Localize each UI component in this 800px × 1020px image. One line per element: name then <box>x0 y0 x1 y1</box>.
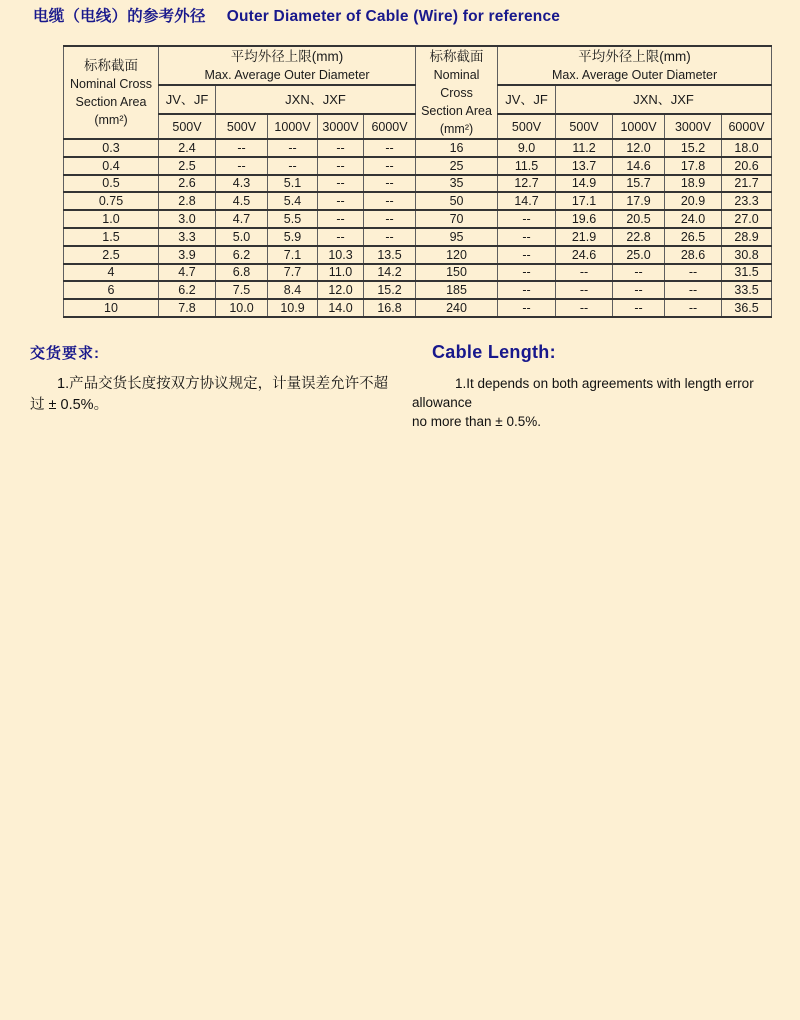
nominal-zh: 标称截面 <box>429 48 484 64</box>
diameter-cell: 7.7 <box>268 264 318 282</box>
voltage-header: 3000V <box>318 114 364 139</box>
diameter-cell: -- <box>498 264 556 282</box>
voltage-header: 1000V <box>268 114 318 139</box>
table-body <box>64 139 772 317</box>
diameter-cell: 14.2 <box>364 264 416 282</box>
size-cell: 0.75 <box>64 192 159 210</box>
diameter-cell: 2.6 <box>159 175 216 193</box>
size-cell: 6 <box>64 281 159 299</box>
diameter-cell: -- <box>556 264 613 282</box>
diameter-cell: 2.4 <box>159 139 216 157</box>
diameter-cell: 18.9 <box>665 175 722 193</box>
size-cell: 16 <box>416 139 498 157</box>
diameter-cell: 3.3 <box>159 228 216 246</box>
size-cell: 50 <box>416 192 498 210</box>
diameter-cell: -- <box>364 157 416 175</box>
diameter-cell: 36.5 <box>722 299 772 317</box>
voltage-header: 3000V <box>665 114 722 139</box>
diameter-cell: 26.5 <box>665 228 722 246</box>
voltage-header: 6000V <box>722 114 772 139</box>
nominal-en1: Nominal Cross <box>433 67 480 100</box>
diameter-cell: 9.0 <box>498 139 556 157</box>
diameter-cell: 15.2 <box>364 281 416 299</box>
diameter-cell: 21.7 <box>722 175 772 193</box>
voltage-header: 500V <box>159 114 216 139</box>
table-row <box>64 210 772 228</box>
cable-length-line1: 1.It depends on both agreements with length error allowance <box>412 376 754 410</box>
nominal-section-header-left <box>64 46 159 139</box>
size-cell: 0.3 <box>64 139 159 157</box>
diameter-cell: 3.9 <box>159 246 216 264</box>
size-cell: 0.4 <box>64 157 159 175</box>
diameter-cell: -- <box>498 228 556 246</box>
diameter-cell: -- <box>216 157 268 175</box>
size-cell: 70 <box>416 210 498 228</box>
voltage-header: 1000V <box>613 114 665 139</box>
avg-en: Max. Average Outer Diameter <box>551 67 718 82</box>
cable-length-line2: no more than ± 0.5%. <box>412 414 541 429</box>
diameter-cell: -- <box>498 299 556 317</box>
diameter-cell: -- <box>498 281 556 299</box>
diameter-cell: 24.6 <box>556 246 613 264</box>
diameter-cell: -- <box>556 299 613 317</box>
diameter-cell: 8.4 <box>268 281 318 299</box>
diameter-cell: 13.5 <box>364 246 416 264</box>
size-cell: 35 <box>416 175 498 193</box>
diameter-cell: 14.7 <box>498 192 556 210</box>
table-row <box>64 157 772 175</box>
diameter-cell: 5.4 <box>268 192 318 210</box>
diameter-cell: 10.3 <box>318 246 364 264</box>
jv-jf-header-right: JV、JF <box>498 85 556 114</box>
diameter-cell: -- <box>364 192 416 210</box>
diameter-cell: 24.0 <box>665 210 722 228</box>
diameter-cell: 4.7 <box>216 210 268 228</box>
size-cell: 185 <box>416 281 498 299</box>
table-row <box>64 281 772 299</box>
table-row <box>64 175 772 193</box>
nominal-section-header-right <box>416 46 498 139</box>
diameter-cell: 31.5 <box>722 264 772 282</box>
size-cell: 95 <box>416 228 498 246</box>
diameter-cell: 13.7 <box>556 157 613 175</box>
diameter-cell: -- <box>556 281 613 299</box>
jxn-jxf-header-left: JXN、JXF <box>216 85 416 114</box>
size-cell: 1.0 <box>64 210 159 228</box>
diameter-cell: 15.7 <box>613 175 665 193</box>
size-cell: 4 <box>64 264 159 282</box>
table-row <box>64 139 772 157</box>
avg-diameter-header-left <box>159 46 416 85</box>
diameter-cell: 12.0 <box>318 281 364 299</box>
diameter-cell: -- <box>216 139 268 157</box>
diameter-cell: 17.8 <box>665 157 722 175</box>
voltage-header: 6000V <box>364 114 416 139</box>
diameter-cell: 4.7 <box>159 264 216 282</box>
jv-jf-header-left: JV、JF <box>159 85 216 114</box>
diameter-cell: 33.5 <box>722 281 772 299</box>
diameter-cell: -- <box>268 157 318 175</box>
cable-length-note <box>412 342 790 431</box>
diameter-cell: -- <box>613 299 665 317</box>
diameter-cell: 10.0 <box>216 299 268 317</box>
avg-en: Max. Average Outer Diameter <box>204 67 370 82</box>
diameter-cell: 5.1 <box>268 175 318 193</box>
voltage-header: 500V <box>498 114 556 139</box>
diameter-cell: 7.5 <box>216 281 268 299</box>
diameter-cell: -- <box>498 210 556 228</box>
diameter-cell: 5.9 <box>268 228 318 246</box>
table-row <box>64 299 772 317</box>
size-cell: 150 <box>416 264 498 282</box>
diameter-cell: -- <box>613 264 665 282</box>
diameter-cell: 28.6 <box>665 246 722 264</box>
diameter-cell: 11.2 <box>556 139 613 157</box>
diameter-cell: 23.3 <box>722 192 772 210</box>
diameter-cell: 7.1 <box>268 246 318 264</box>
diameter-cell: -- <box>318 210 364 228</box>
diameter-cell: 4.5 <box>216 192 268 210</box>
diameter-cell: 27.0 <box>722 210 772 228</box>
diameter-cell: -- <box>318 228 364 246</box>
diameter-cell: 3.0 <box>159 210 216 228</box>
page-title-en: Outer Diameter of Cable (Wire) for reference <box>226 8 561 25</box>
avg-diameter-header-right <box>498 46 772 85</box>
diameter-cell: -- <box>665 264 722 282</box>
diameter-cell: 17.1 <box>556 192 613 210</box>
table-row <box>64 192 772 210</box>
diameter-cell: 18.0 <box>722 139 772 157</box>
cable-length-heading: Cable Length: <box>432 342 556 362</box>
delivery-requirements-text <box>30 374 402 416</box>
diameter-cell: -- <box>318 139 364 157</box>
diameter-cell: -- <box>364 210 416 228</box>
size-cell: 240 <box>416 299 498 317</box>
nominal-unit: (mm²) <box>439 121 474 136</box>
diameter-cell: 20.9 <box>665 192 722 210</box>
diameter-cell: 20.6 <box>722 157 772 175</box>
diameter-cell: -- <box>268 139 318 157</box>
size-cell: 2.5 <box>64 246 159 264</box>
diameter-cell: 11.5 <box>498 157 556 175</box>
diameter-cell: -- <box>665 299 722 317</box>
page-title-zh: 电缆（电线）的参考外径 <box>33 8 206 25</box>
diameter-cell: 11.0 <box>318 264 364 282</box>
avg-zh: 平均外径上限(mm) <box>230 48 344 64</box>
diameter-cell: 14.0 <box>318 299 364 317</box>
diameter-cell: 14.6 <box>613 157 665 175</box>
diameter-cell: -- <box>318 192 364 210</box>
diameter-cell: 19.6 <box>556 210 613 228</box>
diameter-cell: 12.7 <box>498 175 556 193</box>
diameter-cell: -- <box>364 175 416 193</box>
table-row <box>64 246 772 264</box>
diameter-cell: 6.8 <box>216 264 268 282</box>
diameter-cell: 2.5 <box>159 157 216 175</box>
diameter-cell: 30.8 <box>722 246 772 264</box>
diameter-cell: -- <box>364 139 416 157</box>
diameter-cell: 5.0 <box>216 228 268 246</box>
delivery-requirements-note <box>30 342 402 416</box>
delivery-requirements-line2: 过 ± 0.5%。 <box>30 397 109 413</box>
cable-length-text <box>412 374 790 431</box>
diameter-cell: -- <box>665 281 722 299</box>
nominal-zh: 标称截面 <box>84 57 138 73</box>
diameter-cell: -- <box>318 175 364 193</box>
diameter-cell: 22.8 <box>613 228 665 246</box>
page-title <box>33 4 560 26</box>
voltage-header: 500V <box>216 114 268 139</box>
header-row-1 <box>64 46 772 85</box>
diameter-cell: 7.8 <box>159 299 216 317</box>
voltage-header: 500V <box>556 114 613 139</box>
diameter-cell: 5.5 <box>268 210 318 228</box>
diameter-cell: 6.2 <box>159 281 216 299</box>
diameter-cell: -- <box>498 246 556 264</box>
diameter-cell: 17.9 <box>613 192 665 210</box>
diameter-cell: 2.8 <box>159 192 216 210</box>
table-row <box>64 264 772 282</box>
nominal-en2: Section Area <box>421 103 492 118</box>
table-row <box>64 228 772 246</box>
diameter-cell: -- <box>318 157 364 175</box>
avg-zh: 平均外径上限(mm) <box>578 48 691 64</box>
delivery-requirements-heading: 交货要求: <box>30 345 100 362</box>
diameter-cell: 20.5 <box>613 210 665 228</box>
diameter-cell: 12.0 <box>613 139 665 157</box>
nominal-unit: (mm²) <box>94 112 128 127</box>
diameter-cell: 25.0 <box>613 246 665 264</box>
diameter-cell: 4.3 <box>216 175 268 193</box>
diameter-cell: 14.9 <box>556 175 613 193</box>
diameter-cell: 15.2 <box>665 139 722 157</box>
size-cell: 1.5 <box>64 228 159 246</box>
diameter-cell: 21.9 <box>556 228 613 246</box>
diameter-cell: 16.8 <box>364 299 416 317</box>
diameter-cell: 10.9 <box>268 299 318 317</box>
nominal-en2: Section Area <box>75 94 147 109</box>
diameter-cell: -- <box>364 228 416 246</box>
diameter-cell: 28.9 <box>722 228 772 246</box>
size-cell: 0.5 <box>64 175 159 193</box>
size-cell: 120 <box>416 246 498 264</box>
size-cell: 10 <box>64 299 159 317</box>
outer-diameter-table <box>63 45 772 318</box>
jxn-jxf-header-right: JXN、JXF <box>556 85 772 114</box>
size-cell: 25 <box>416 157 498 175</box>
delivery-requirements-line1: 1.产品交货长度按双方协议规定，计量误差允许不超 <box>57 376 389 392</box>
nominal-en1: Nominal Cross <box>70 76 152 91</box>
diameter-cell: 6.2 <box>216 246 268 264</box>
diameter-cell: -- <box>613 281 665 299</box>
